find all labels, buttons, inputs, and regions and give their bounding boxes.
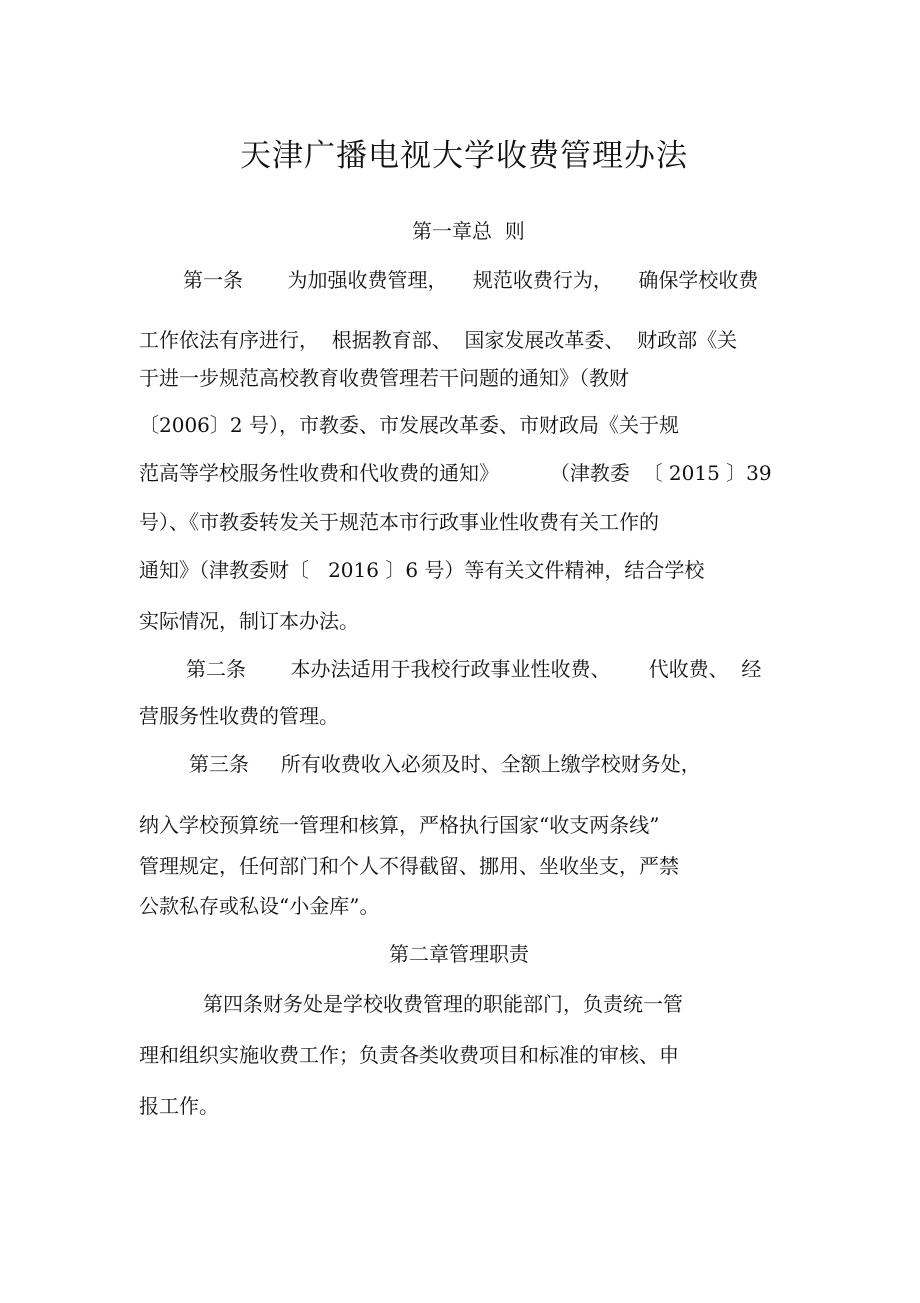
article-3-line-1: 第三条 所有收费收入必须及时、全额上缴学校财务处， (189, 752, 701, 776)
article-1-line-2: 工作依法有序进行， 根据教育部、 国家发展改革委、 财政部《关 (139, 328, 738, 352)
article-1-line-8: 实际情况，制订本办法。 (139, 609, 359, 633)
chapter-heading-2: 第二章管理职责 (389, 942, 529, 966)
article-1-line-5: 范高等学校服务性收费和代收费的通知》 （津教委 〔 2015 〕39 (139, 461, 772, 485)
article-3-line-3: 管理规定，任何部门和个人不得截留、挪用、坐收坐支，严禁 (139, 854, 679, 878)
article-3-line-2: 纳入学校预算统一管理和核算，严格执行国家“收支两条线” (139, 813, 660, 837)
document-title: 天津广播电视大学收费管理办法 (240, 138, 688, 174)
article-2-line-2: 营服务性收费的管理。 (139, 704, 339, 728)
article-1-line-6: 号）、《市教委转发关于规范本市行政事业性收费有关工作的 (139, 510, 659, 534)
article-3-line-4: 公款私存或私设“小金库”。 (139, 894, 380, 918)
chapter-heading-1: 第一章总 则 (412, 219, 525, 243)
article-1-line-3: 于进一步规范高校教育收费管理若干问题的通知》（教财 (139, 366, 629, 390)
article-4-line-3: 报工作。 (139, 1094, 219, 1118)
article-1-line-7: 通知》（津教委财〔 2016 〕6 号）等有关文件精神，结合学校 (139, 558, 705, 582)
article-4-line-2: 理和组织实施收费工作；负责各类收费项目和标准的审核、申 (139, 1043, 679, 1067)
article-1-line-1: 第一条 为加强收费管理， 规范收费行为， 确保学校收费 (183, 268, 759, 292)
article-1-line-4: 〔2006〕2 号），市教委、市发展改革委、市财政局《关于规 (139, 413, 679, 437)
article-4-line-1: 第四条财务处是学校收费管理的职能部门，负责统一管 (203, 992, 683, 1016)
article-2-line-1: 第二条 本办法适用于我校行政事业性收费、 代收费、 经 (186, 657, 762, 681)
